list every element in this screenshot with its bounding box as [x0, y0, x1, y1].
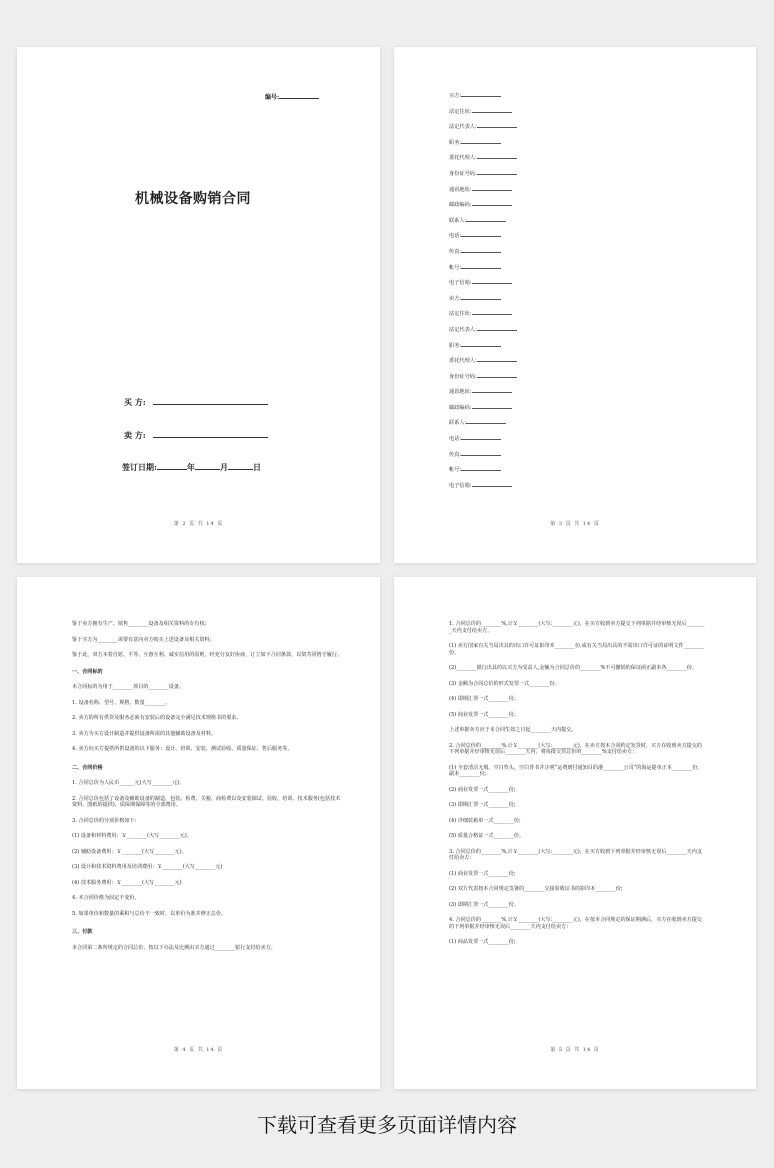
party-field-blank — [477, 170, 517, 175]
clause-text: (5) 商业发票一式________份。 — [449, 711, 519, 718]
party-field — [449, 217, 517, 233]
signing-date-line — [122, 462, 261, 473]
party-field — [449, 295, 517, 311]
party-field-label: 电话: — [449, 233, 462, 240]
clause-text: 鉴于此，双方本着自愿、平等、互惠互利、诚实信用的原则，经充分友好协商，订立如下合同条款，以资共同恪守履行。 — [72, 652, 342, 658]
party-field — [449, 310, 517, 326]
clause-text: (4) 即期汇票一式________份。 — [449, 696, 519, 702]
clause-text: 2. 合同总价包括了设备及辅助设备的制造、包装、检费、关税、商检费以及安装调试、验收、培训、技术服务(包括技术资料、图纸的提供)、质保期保障等的全部费用。 — [72, 795, 341, 808]
party-field — [449, 108, 517, 124]
party-field-label: 职务: — [449, 342, 462, 349]
party-field-list — [449, 92, 517, 497]
party-field — [449, 186, 517, 202]
clause-text: (1) 卖方国家有关当局出具的出口许可证影印本________份,或有关当局出具的不需出口许可证的证明文件________份。 — [449, 643, 704, 656]
clause-text: 3. 合同总价的分项价格如下： — [72, 817, 140, 824]
party-field-blank — [477, 326, 517, 331]
party-field — [449, 232, 517, 248]
party-field-blank — [472, 108, 512, 113]
seller-line — [124, 430, 268, 441]
party-field-label: 法定代表人: — [449, 326, 477, 333]
party-field-label: 卖方: — [449, 295, 462, 302]
party-field-blank — [477, 373, 517, 378]
serial-blank — [279, 93, 319, 99]
clause-text: 1. 设备名称、型号、规格、数量________。 — [72, 699, 171, 706]
clause-text: (3) 设计和技术资料费用及培训费用：￥________(大写________元) — [72, 864, 223, 870]
clause-text: 5. 如果单价和数量的乘积与总价不一致时，以单价为准并修正总价。 — [72, 910, 227, 917]
section-heading: 一、合同标的 — [72, 668, 103, 675]
party-field-label: 邮政编码: — [449, 404, 472, 411]
clause-text: (2) 商业发票一式________份; — [449, 786, 516, 793]
party-field-blank — [472, 310, 512, 315]
clause-text: (1) 商业发票一式________份; — [449, 870, 516, 877]
party-field-label: 传真: — [449, 451, 462, 458]
page-footer: 第 4 页 共 14 页 — [173, 1047, 224, 1053]
party-field — [449, 482, 517, 498]
clause-text: (4) 详细装箱单一式________份; — [449, 817, 521, 824]
party-field-blank — [461, 264, 501, 269]
party-field-label: 联系人: — [449, 217, 467, 224]
party-field-blank — [461, 295, 501, 300]
party-field — [449, 388, 517, 404]
clause-text: 本合同标的为用于________项目的________设备。 — [72, 684, 185, 690]
party-field-label: 电子信箱: — [449, 280, 472, 287]
party-field — [449, 466, 517, 482]
clause-text: 4. 卖方向买方提供所供设备的以下服务：设计、培训、安装、测试验收、质量保证、售后服务等。 — [72, 746, 293, 752]
clause-text: 本合同第二条所规定的合同总价，按以下办法及比例由买方通过________银行支付给卖方。 — [72, 944, 276, 951]
day-label: 日 — [252, 462, 261, 472]
page-contract-terms-2 — [394, 577, 756, 1089]
party-field-label: 邮政编码: — [449, 202, 472, 209]
document-title: 机械设备购销合同 — [135, 191, 251, 207]
clause-text: 1. 合同总价的________%,计￥________(大写:________元)，在买方收到卖方提交下列单据并经审核无误后________天内支付给卖方。 — [449, 621, 705, 634]
party-field-blank — [472, 201, 512, 206]
year-label: 年 — [186, 462, 195, 472]
serial-label: 编号: — [265, 94, 280, 101]
year-blank — [157, 462, 187, 470]
download-caption[interactable]: 下载可查看更多页面详情内容 — [257, 1113, 517, 1137]
party-field-label: 买方: — [449, 93, 462, 99]
party-field — [449, 373, 517, 389]
party-field-blank — [466, 217, 506, 222]
clause-text: (3) 即期汇票一式________份。 — [449, 901, 519, 908]
party-field-label: 法定住址: — [449, 108, 472, 115]
party-field — [449, 357, 517, 373]
clause-text: (5) 质量合格证一式________份。 — [449, 833, 525, 839]
party-field-label: 身份证号码: — [449, 373, 477, 380]
serial-number — [265, 92, 319, 101]
party-field-label: 法定住址: — [449, 311, 472, 318]
page-footer: 第 3 页 共 14 页 — [550, 521, 600, 527]
signing-date-label: 签订日期: — [122, 462, 157, 472]
clause-text: (3) 即期汇票一式________份; — [449, 802, 516, 808]
party-field — [449, 248, 517, 264]
seller-blank — [153, 430, 268, 438]
month-blank — [195, 462, 220, 470]
clause-text: 3. 卖方为买方设计制造并提供设备所需的其他辅助设备及材料。 — [72, 730, 217, 737]
party-field-blank — [461, 435, 501, 440]
party-field-label: 电子信箱: — [449, 482, 472, 489]
clause-text: (2) 双方代表按本合同规定签署的________交接验收证书的影印本________份; — [449, 886, 623, 892]
party-field — [449, 435, 517, 451]
page-footer: 第 2 页 共 14 页 — [173, 521, 224, 527]
party-field-blank — [466, 419, 506, 424]
party-field-label: 通讯地址: — [449, 389, 472, 396]
party-field-label: 帐号: — [449, 264, 462, 271]
party-field-blank — [461, 139, 501, 144]
party-field-blank — [477, 357, 517, 362]
buyer-blank — [153, 397, 268, 405]
party-field-blank — [472, 482, 512, 487]
clause-text: 1. 合同总价为人民币______元(大写________元)。 — [72, 780, 185, 786]
party-field — [449, 419, 517, 435]
buyer-label: 买 方: — [124, 397, 146, 407]
party-field-blank — [472, 279, 512, 284]
party-field-label: 委托代理人: — [449, 358, 477, 365]
party-field — [449, 326, 517, 342]
clause-text: 4. 本合同价格为固定不变价。 — [72, 895, 140, 901]
clause-text: (1) 全套清洁无瑕、空白背头、空白背书并注明“运费到付通知目的港________公司”的海运提单正本________份，副本________份; — [449, 764, 703, 777]
party-field — [449, 170, 517, 186]
party-field-blank — [461, 248, 501, 253]
party-field — [449, 139, 517, 155]
party-field — [449, 279, 517, 295]
contract-body — [72, 621, 342, 960]
party-field-blank — [472, 388, 512, 393]
page-party-info — [394, 47, 756, 563]
clause-text: (2)________银行出具的以买方为受益人,金额为合同总价的________%不可撤销的保证函正副本各________份。 — [449, 665, 697, 671]
page-cover — [17, 47, 380, 563]
party-field — [449, 154, 517, 170]
party-field-label: 委托代理人: — [449, 155, 477, 162]
party-field — [449, 123, 517, 139]
party-field-label: 通讯地址: — [449, 186, 472, 193]
party-field — [449, 92, 517, 108]
section-heading: 三、付款 — [72, 929, 93, 935]
clause-text: (1) 设备和材料费用：￥________(大写________元)。 — [72, 833, 192, 839]
month-label: 月 — [219, 462, 228, 472]
clause-text: 鉴于买方为________需要有意向卖方购买上述设备及相关资料; — [72, 636, 212, 643]
party-field — [449, 264, 517, 280]
party-field-blank — [472, 186, 512, 191]
clause-text: 3. 合同总价的________%,计￥________(大写:________元)，在买方收到下列单据并经审核无误后________天内支付给卖方： — [449, 848, 702, 861]
clause-text: 鉴于卖方拥有生产、销售________设备及相关资料的专有权; — [72, 621, 207, 627]
page-contract-terms-1 — [17, 577, 380, 1089]
party-field-blank — [461, 92, 501, 97]
clause-text: (2) 辅助设备费用：￥________(大写________元)。 — [72, 848, 187, 855]
clause-text: 2. 卖方的所有供货及服务必须有安装后的设备完全满足技术规格书的要求。 — [72, 715, 242, 721]
clause-text: 上述单据卖方应于本合同生效之日起________天内提交。 — [449, 727, 577, 733]
clause-text: 4. 合同总价的________%,计￥________(大写:________元)，在按本合同规定的保证期满后，买方在收到卖方提交的下列单据并经审核无误后________天内支付给卖方： — [449, 917, 702, 930]
party-field-blank — [461, 451, 501, 456]
party-field — [449, 451, 517, 467]
party-field — [449, 342, 517, 358]
party-field-label: 电话: — [449, 436, 462, 443]
party-field-blank — [461, 342, 501, 347]
clause-text: (4) 技术服务费用：￥________(大写________元) — [72, 879, 182, 886]
clause-text: (3) 金额为合同总价的形式发票一式________份。 — [449, 680, 560, 687]
contract-body — [449, 621, 707, 955]
seller-label: 卖 方: — [124, 430, 146, 440]
party-field-blank — [477, 123, 517, 128]
party-field-label: 法定代表人: — [449, 124, 477, 131]
clause-text: (1) 商品发票一式________份; — [449, 939, 516, 945]
party-field — [449, 201, 517, 217]
buyer-line — [124, 397, 268, 408]
clause-text: 2. 合同总价的________%,计￥________(大写:________元)，在卖方按本合同约定发货时，买方在收到卖方提交的下列单据并经审核无误后________天内，将每批交货总价的________%支付给卖方： — [449, 742, 702, 755]
party-field-label: 传真: — [449, 248, 462, 255]
day-blank — [228, 462, 253, 470]
section-heading: 二、合同价格 — [72, 764, 103, 771]
party-field-blank — [461, 232, 501, 237]
party-field-label: 联系人: — [449, 420, 467, 427]
party-field-blank — [472, 404, 512, 409]
party-field-blank — [477, 154, 517, 159]
page-footer: 第 5 页 共 14 页 — [550, 1047, 600, 1053]
party-field — [449, 404, 517, 420]
party-field-blank — [461, 466, 501, 471]
party-field-label: 帐号: — [449, 467, 462, 474]
party-field-label: 身份证号码: — [449, 170, 477, 177]
party-field-label: 职务: — [449, 139, 462, 146]
